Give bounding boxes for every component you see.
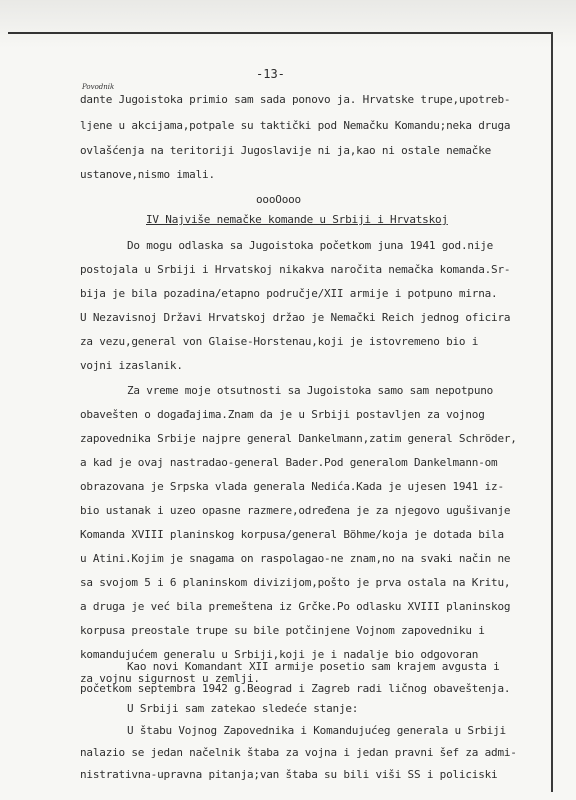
paragraph1-line: dante Jugoistoka primio sam sada ponovo ja. Hrvatske trupe,upotreb-: [80, 93, 511, 106]
paragraph1-line: ustanove,nismo imali.: [80, 168, 215, 181]
paragraph3-line: a kad je ovaj nastradao-general Bader.Pod generalom Dankelmann-om: [80, 456, 498, 469]
scan-top-edge: [0, 0, 576, 48]
paragraph1-line: ljene u akcijama,potpale su taktički pod Nemačku Komandu;neka druga: [80, 119, 511, 132]
top-border-line: [8, 32, 553, 34]
paragraph3-line: u Atini.Kojim je snagama on raspolagao-ne znam,no na svaki način ne: [80, 552, 511, 565]
page-number: -13-: [256, 67, 285, 81]
paragraph3-line: zapovednika Srbije najpre general Dankelmann,zatim general Schröder,: [80, 432, 517, 445]
paragraph4-line: početkom septembra 1942 g.Beograd i Zagreb radi ličnog obaveštenja.: [80, 682, 511, 695]
paragraph6-line: nistrativna-upravna pitanja;van štaba su bili viši SS i policiski: [80, 768, 498, 781]
paragraph6-line: U štabu Vojnog Zapovednika i Komandujućeg generala u Srbiji: [127, 724, 506, 737]
right-border-line: [551, 32, 553, 792]
section-heading: IV Najviše nemačke komande u Srbiji i Hrvatskoj: [146, 213, 448, 226]
paragraph3-line: korpusa preostale trupe su bile potčinjene Vojnom zapovedniku i: [80, 624, 485, 637]
paragraph5-line: U Srbiji sam zatekao sledeće stanje:: [127, 702, 359, 715]
paragraph2-line: postojala u Srbiji i Hrvatskoj nikakva naročita nemačka komanda.Sr-: [80, 263, 511, 276]
paragraph3-line: obavešten o događajima.Znam da je u Srbiji postavljen za vojnog: [80, 408, 485, 421]
paragraph4-line: Kao novi Komandant XII armije posetio sam krajem avgusta i: [127, 660, 500, 673]
paragraph2-line: Do mogu odlaska sa Jugoistoka početkom juna 1941 god.nije: [127, 239, 494, 252]
paragraph3-line: bio ustanak i uzeo opasne razmere,određena je za njegovo ugušivanje: [80, 504, 511, 517]
paragraph2-line: bija je bila pozadina/etapno područje/XII armije i potpuno mirna.: [80, 287, 498, 300]
section-ornament: oooOooo: [256, 193, 301, 206]
paragraph3-line: za vojnu sigurnost u zemlji.: [80, 672, 260, 685]
paragraph6-line: nalazio se jedan načelnik štaba za vojna i jedan pravni šef za admi-: [80, 746, 517, 759]
paragraph3-line: obrazovana je Srpska vlada generala Nedića.Kada je ujesen 1941 iz-: [80, 480, 504, 493]
paragraph3-line: sa svojom 5 i 6 planinskom divizijom,pošto je prva ostala na Kritu,: [80, 576, 511, 589]
paragraph3-line: a druga je već bila premeštena iz Grčke.Po odlasku XVIII planinskog: [80, 600, 511, 613]
paragraph3-line: komandujućem generalu u Srbiji,koji je i nadalje bio odgovoran: [80, 648, 479, 661]
paragraph2-line: za vezu,general von Glaise-Horstenau,koji je istovremeno bio i: [80, 335, 479, 348]
paragraph3-line: Komanda XVIII planinskog korpusa/general Böhme/koja je dotada bila: [80, 528, 504, 541]
handwritten-correction: Povodnik: [82, 83, 115, 91]
paragraph2-line: U Nezavisnoj Državi Hrvatskoj držao je Nemački Reich jednog oficira: [80, 311, 511, 324]
paragraph3-line: Za vreme moje otsutnosti sa Jugoistoka samo sam nepotpuno: [127, 384, 494, 397]
paragraph1-line: ovlašćenja na teritoriji Jugoslavije ni ja,kao ni ostale nemačke: [80, 144, 492, 157]
paragraph2-line: vojni izaslanik.: [80, 359, 183, 372]
